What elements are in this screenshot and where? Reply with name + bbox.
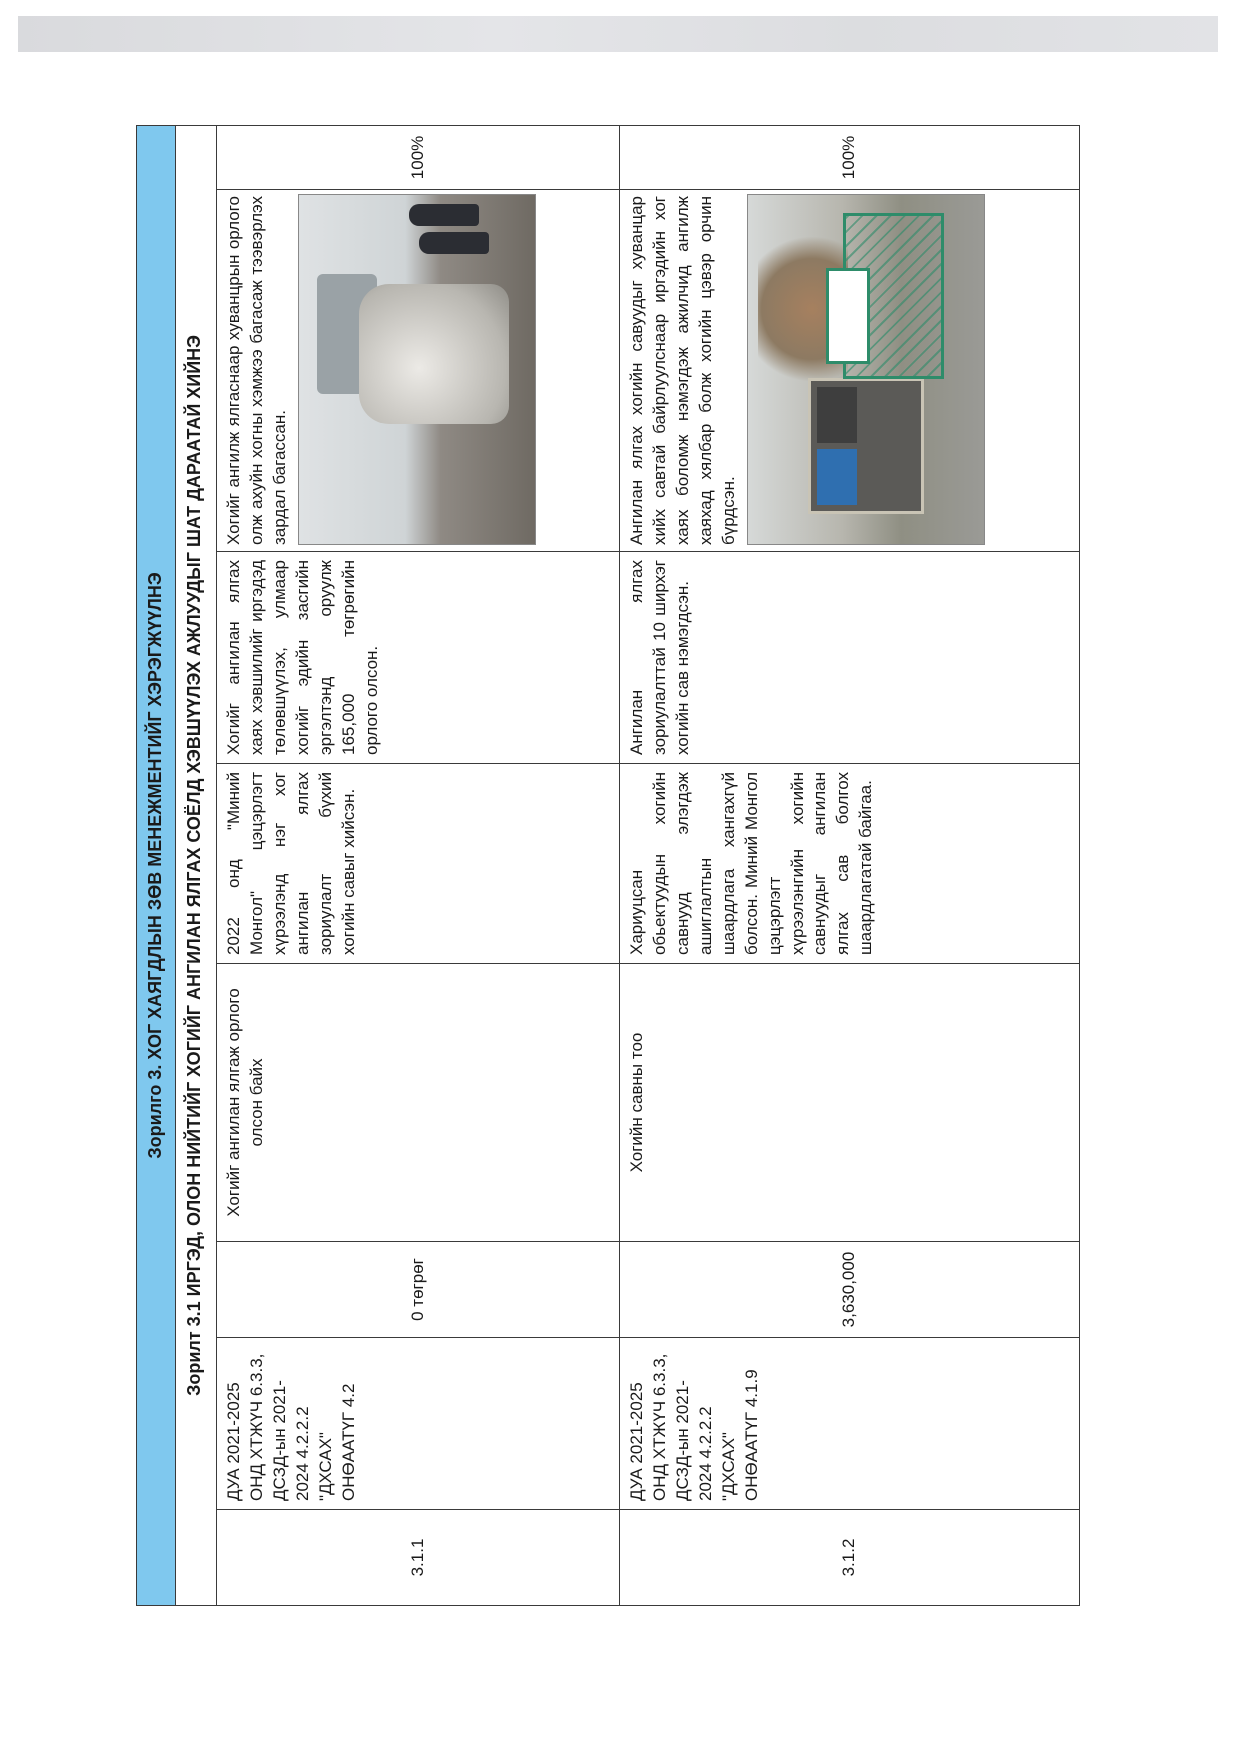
result-cell: Ангилан ялгах зориулалттай 10 ширхэг хогийн сав нэмэгдсэн.	[619, 552, 1079, 764]
grey-bin-shape	[817, 387, 857, 443]
rotated-page	[136, 126, 1080, 1606]
objective-row	[176, 125, 217, 1605]
photo-cell	[217, 190, 620, 552]
table-row	[619, 125, 1079, 1605]
goal-row	[137, 125, 176, 1605]
sorting-bins-photo	[747, 194, 985, 545]
percent-cell: 100%	[217, 125, 620, 189]
amount-cell: 0 төгрөг	[217, 1242, 620, 1338]
indicator-cell: Хогийг ангилан ялгаж орлого олсон байх	[217, 964, 620, 1242]
scan-top-strip	[18, 16, 1218, 52]
row-number: 3.1.2	[619, 1510, 1079, 1606]
activity-cell: Хариуцсан обьектуудын хогийн савнууд элэгдэж ашиглалтын шаардлага хангахгүй болсон. Миний Монгол цэцэрлэгт хүрээлэнгийн хогийн савнуудыг ангилан ялгах сав болгох шаардлагатай байгаа.	[619, 764, 1079, 964]
goal-title: Зорилго 3. ХОГ ХАЯГДЛЫН ЗӨВ МЕНЕЖМЕНТИЙГ ХЭРЭГЖҮҮЛНЭ	[137, 125, 176, 1605]
reference-cell: ДУА 2021-2025 ОНД ХТЖҮЧ 6.3.3, ДСЗД-ын 2021-2024 4.2.2.2 "ДХСАХ" ОНӨААТҮГ 4.2	[217, 1338, 620, 1510]
activity-cell: 2022 онд "Миний Монгол" цэцэрлэгт хүрээлэнд нэг хог ангилан ялгах зориулалт бүхий хогийн савыг хийсэн.	[217, 764, 620, 964]
recycling-bag-photo	[298, 194, 536, 545]
report-table	[136, 125, 1080, 1606]
row-number: 3.1.1	[217, 1510, 620, 1606]
person-shape	[409, 204, 479, 226]
photo-cell	[619, 190, 1079, 552]
sign-shape	[826, 268, 870, 364]
bin-shape	[808, 378, 924, 514]
photo-caption: Ангилан ялгах хогийн савуудыг хуванцар хийх савтай байрлуулснаар иргэдийн хог хаях боломж нэмэгдэж ажилчид ангилж хаяхад хялбар болж хогийн цэвэр орчин бүрдсэн.	[626, 196, 738, 545]
table-row	[217, 125, 620, 1605]
objective-title: Зорилт 3.1 ИРГЭД, ОЛОН НИЙТИЙГ ХОГИЙГ АНГИЛАН ЯЛГАХ СОЁЛД ХЭВШҮҮЛЭХ АЖЛУУДЫГ ШАТ ДАРААТАЙ ХИЙНЭ	[176, 125, 217, 1605]
bag-shape	[359, 284, 509, 424]
amount-cell: 3,630,000	[619, 1242, 1079, 1338]
photo-caption: Хогийг ангилж ялгаснаар хуванцрын орлого олж ахуйн хогны хэмжээ багасаж тээвэрлэх зардал багассан.	[224, 196, 289, 545]
blue-bin-shape	[817, 449, 857, 505]
person-shape	[419, 232, 489, 254]
percent-cell: 100%	[619, 125, 1079, 189]
result-cell: Хогийг ангилан ялгах хаях хэвшилийг иргэдэд төлөвшүүлэх, улмаар хогийг эдийн засгийн эргэлтэнд оруулж 165,000 төгрөгийн орлого олсон.	[217, 552, 620, 764]
indicator-cell: Хогийн савны тоо	[619, 964, 1079, 1242]
reference-cell: ДУА 2021-2025 ОНД ХТЖҮЧ 6.3.3, ДСЗД-ын 2021-2024 4.2.2.2 "ДХСАХ" ОНӨААТҮГ 4.1.9	[619, 1338, 1079, 1510]
